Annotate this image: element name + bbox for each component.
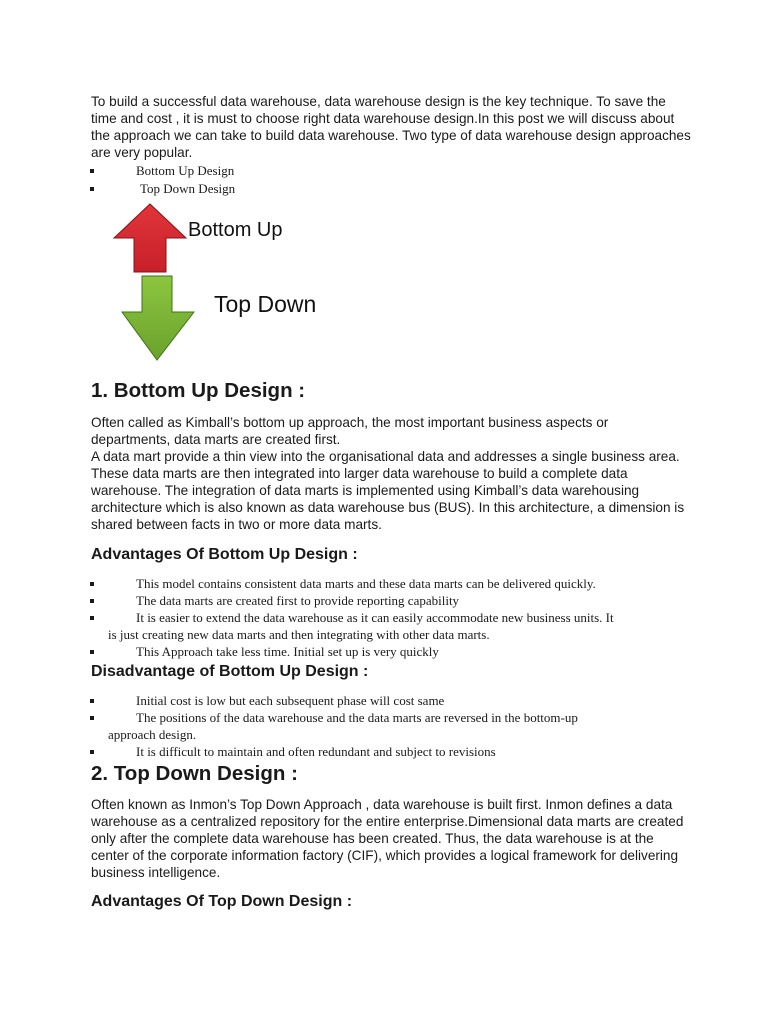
list-item: Top Down Design	[0, 180, 768, 198]
disadvantages1-list	[0, 692, 768, 760]
bottom-up-top-down-graphic	[108, 200, 358, 365]
bullet-icon	[90, 599, 94, 603]
bullet-icon	[90, 699, 94, 703]
list-item: It is difficult to maintain and often redundant and subject to revisions	[0, 743, 768, 760]
advantages1-heading: Advantages Of Bottom Up Design :	[91, 546, 358, 563]
advantages1-list	[0, 575, 768, 660]
up-arrow-icon	[114, 204, 186, 272]
top-down-label: Top Down	[214, 291, 317, 317]
bullet-icon	[90, 616, 94, 620]
section2-heading: 2. Top Down Design :	[91, 762, 298, 785]
section1-body-line1: Often called as Kimball’s bottom up approach, the most important business aspects or departments, data marts are created first.	[91, 415, 609, 447]
bottom-up-label: Bottom Up	[188, 219, 283, 241]
bullet-icon	[90, 187, 94, 191]
approach-list	[0, 162, 768, 198]
list-item: The positions of the data warehouse and the data marts are reversed in the bottom-up approach design.	[0, 709, 768, 743]
down-arrow-icon	[122, 276, 194, 360]
bullet-icon	[90, 716, 94, 720]
list-item: Initial cost is low but each subsequent phase will cost same	[0, 692, 768, 709]
list-item: This Approach take less time. Initial set up is very quickly	[0, 643, 768, 660]
section1-body-line2: A data mart provide a thin view into the organisational data and addresses a single business area. These data marts are then integrated into larger data warehouse to build a complete data warehouse. The integration of data marts is implemented using Kimball’s data warehousing architecture which is also known as data warehouse bus (BUS). In this architecture, a dimension is shared between facts in two or more data marts.	[91, 449, 685, 532]
disadvantages1-heading: Disadvantage of Bottom Up Design :	[91, 663, 369, 680]
section1-heading: 1. Bottom Up Design :	[91, 379, 306, 402]
bullet-icon	[90, 169, 94, 173]
bullet-icon	[90, 582, 94, 586]
list-item: Bottom Up Design	[0, 162, 768, 180]
advantages2-heading: Advantages Of Top Down Design :	[91, 893, 353, 910]
bullet-icon	[90, 750, 94, 754]
bullet-icon	[90, 650, 94, 654]
list-item: It is easier to extend the data warehouse as it can easily accommodate new business units. It is just creating new data marts and then integrating with other data marts.	[0, 609, 768, 643]
section2-body: Often known as Inmon’s Top Down Approach , data warehouse is built first. Inmon defines a data warehouse as a centralized repository for the entire enterprise.Dimensional data marts are created only after the complete data warehouse has been created. Thus, the data warehouse is at the center of the corporate information factory (CIF), which provides a logical framework for delivering business intelligence.	[91, 797, 684, 880]
list-item: The data marts are created first to provide reporting capability	[0, 592, 768, 609]
list-item: This model contains consistent data marts and these data marts can be delivered quickly.	[0, 575, 768, 592]
intro-paragraph: To build a successful data warehouse, data warehouse design is the key technique. To save the time and cost , it is must to choose right data warehouse design.In this post we will discuss about the approach we can take to build data warehouse. Two type of data warehouse design approaches are very popular.	[91, 94, 691, 160]
